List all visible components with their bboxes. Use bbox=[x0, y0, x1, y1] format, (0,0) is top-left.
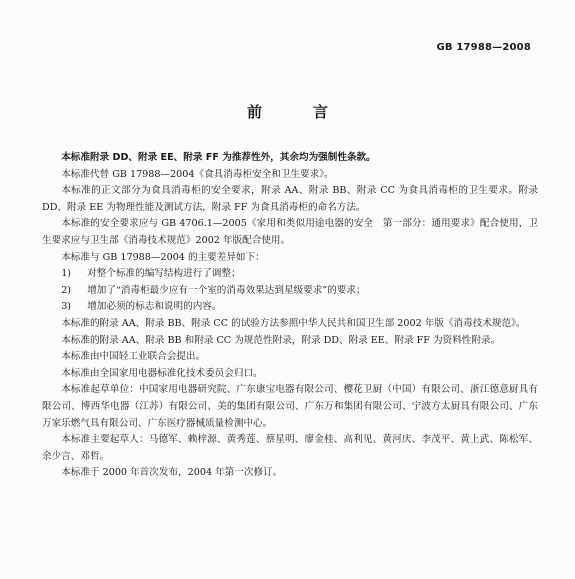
annex-type-statement: 本标准的附录 AA、附录 BB 和附录 CC 为规范性附录，附录 DD、附录 EE、附录 FF 为资料性附录。 bbox=[61, 334, 501, 346]
drafters: 本标准主要起草人：马德军、赖梓源、黄秀莲、蔡星明、廖金桂、高利见、黄河庆、李茂平、黄上武、陈松军、余少言、邓哲。 bbox=[42, 434, 538, 462]
list-item-number: 3) bbox=[61, 301, 72, 313]
usage-statement: 本标准的安全要求应与 GB 4706.1—2005《家用和类似用途电器的安全 第一部分：通用要求》配合使用，卫生要求应与卫生部《消毒技术规范》2002 年版配合使用。 bbox=[42, 218, 538, 246]
differences-intro: 本标准与 GB 17988—2004 的主要差异如下： bbox=[61, 251, 265, 263]
list-item bbox=[42, 283, 538, 300]
list-item-number: 2) bbox=[61, 284, 72, 296]
document-body bbox=[42, 150, 538, 482]
committee-statement: 本标准由全国家用电器标准化技术委员会归口。 bbox=[61, 367, 263, 379]
test-method-statement: 本标准的附录 AA、附录 BB、附录 CC 的试验方法参照中华人民共和国卫生部 2002 年版《消毒技术规范》。 bbox=[61, 317, 526, 329]
list-item-text: 增加了“消毒柜最少应有一个室的消毒效果达到星级要求”的要求； bbox=[87, 284, 366, 296]
mandatory-clause-statement: 本标准附录 DD、附录 EE、附录 FF 为推荐性外，其余均为强制性条款。 bbox=[61, 152, 376, 163]
list-item bbox=[42, 266, 538, 283]
standard-code: GB 17988—2008 bbox=[436, 42, 531, 53]
proposer-statement: 本标准由中国轻工业联合会提出。 bbox=[61, 351, 206, 363]
publication-history: 本标准于 2000 年首次发布，2004 年第一次修订。 bbox=[61, 467, 283, 479]
list-item-text: 增加必须的标志和说明的内容。 bbox=[87, 301, 222, 313]
list-item-number: 1) bbox=[61, 268, 72, 280]
list-item bbox=[42, 299, 538, 316]
replacement-statement: 本标准代替 GB 17988—2004《食具消毒柜安全和卫生要求》。 bbox=[61, 168, 334, 180]
structure-statement: 本标准的正文部分为食具消毒柜的安全要求，附录 AA、附录 BB、附录 CC 为食具消毒柜的卫生要求。附录 DD、附录 EE 为物理性能及测试方法，附录 FF 为食具消毒柜的命名方法。 bbox=[42, 185, 538, 213]
list-item-text: 对整个标准的编写结构进行了调整； bbox=[87, 268, 241, 280]
page-title: 前 言 bbox=[246, 103, 346, 121]
drafting-organizations: 本标准起草单位：中国家用电器研究院、广东康宝电器有限公司、樱花卫厨（中国）有限公司、浙江德意厨具有限公司、博西华电器（江苏）有限公司、美的集团有限公司、广东万和集团有限公司、宁波方太厨具有限公司、广东万家乐燃气具有限公司、广东医疗器械质量检测中心。 bbox=[42, 384, 538, 429]
